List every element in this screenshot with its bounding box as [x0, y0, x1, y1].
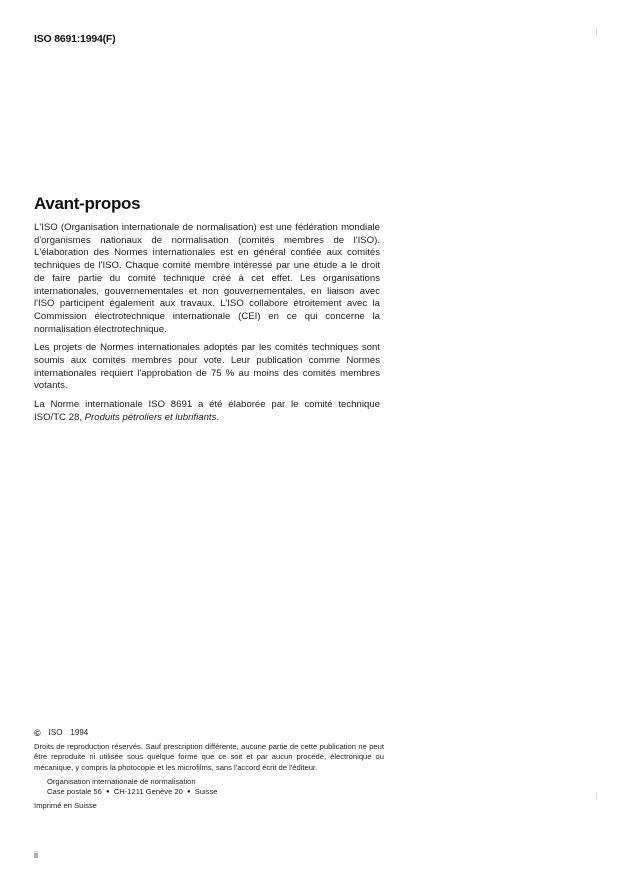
section-title: Avant-propos — [34, 194, 141, 213]
printed-in: Imprimé en Suisse — [34, 801, 97, 811]
copyright-year: 1994 — [70, 728, 89, 737]
committee-name: Produits pétroliers et lubrifiants — [84, 411, 217, 423]
paragraph-iso-description: L'ISO (Organisation internationale de normalisation) est une fédération mondiale d'organismes nationaux de normalisation (comités membres de l'ISO). L'élaboration des Normes internationales est en général confiée aux comités techniques de l'ISO. Chaque comité membre intéressé par une étude a le droit de faire partie du comité technique créé à cet effet. Les organisations internationales, gouvernementales et non gouvernementales, en liaison avec l'ISO participent également aux travaux. L'ISO collabore étroitement avec la Commission électrotechnique internationale (CEI) en ce qui concerne la normalisation électrotechnique. — [34, 222, 380, 335]
copyright-icon: © — [34, 728, 41, 738]
postal-box: Case postale 56 — [47, 787, 102, 797]
rights-statement: Droits de reproduction réservés. Sauf prescription différente, aucune partie de cette publication ne peut être reproduite ni utilisée sous quelque forme que ce soit et par aucun procédé, électronique ou mécanique, y compris la photocopie et les microfilms, sans l'accord écrit de l'éditeur. — [34, 742, 384, 772]
paragraph-committee-text: La Norme internationale ISO 8691 a été élaborée par le comité technique ISO/TC 28, — [34, 399, 380, 423]
scan-artifact — [596, 792, 597, 800]
postal-city: CH-1211 Genève 20 — [113, 787, 183, 797]
paragraph-voting: Les projets de Normes internationales adoptés par les comités techniques sont soumis aux comités membres pour vote. Leur publication comme Normes internationales requiert l'approbation de 75 % au moins des comités membres votants. — [34, 342, 380, 392]
paragraph-committee — [34, 399, 380, 424]
publisher-organisation: Organisation internationale de normalisation — [47, 776, 196, 786]
document-id-header: ISO 8691:1994(F) — [34, 33, 116, 45]
postal-country: Suisse — [194, 787, 218, 797]
paragraph-committee-end: . — [216, 411, 220, 423]
publisher-postal-line — [47, 787, 384, 797]
foreword-body — [34, 222, 380, 431]
bullet-icon: ● — [186, 789, 191, 796]
page-number: ii — [34, 850, 38, 860]
copyright-footer — [34, 728, 384, 811]
publisher-address — [34, 777, 384, 797]
copyright-line — [34, 728, 384, 738]
copyright-owner: ISO — [48, 728, 63, 737]
bullet-icon: ● — [106, 789, 110, 796]
scan-artifact — [596, 27, 597, 37]
